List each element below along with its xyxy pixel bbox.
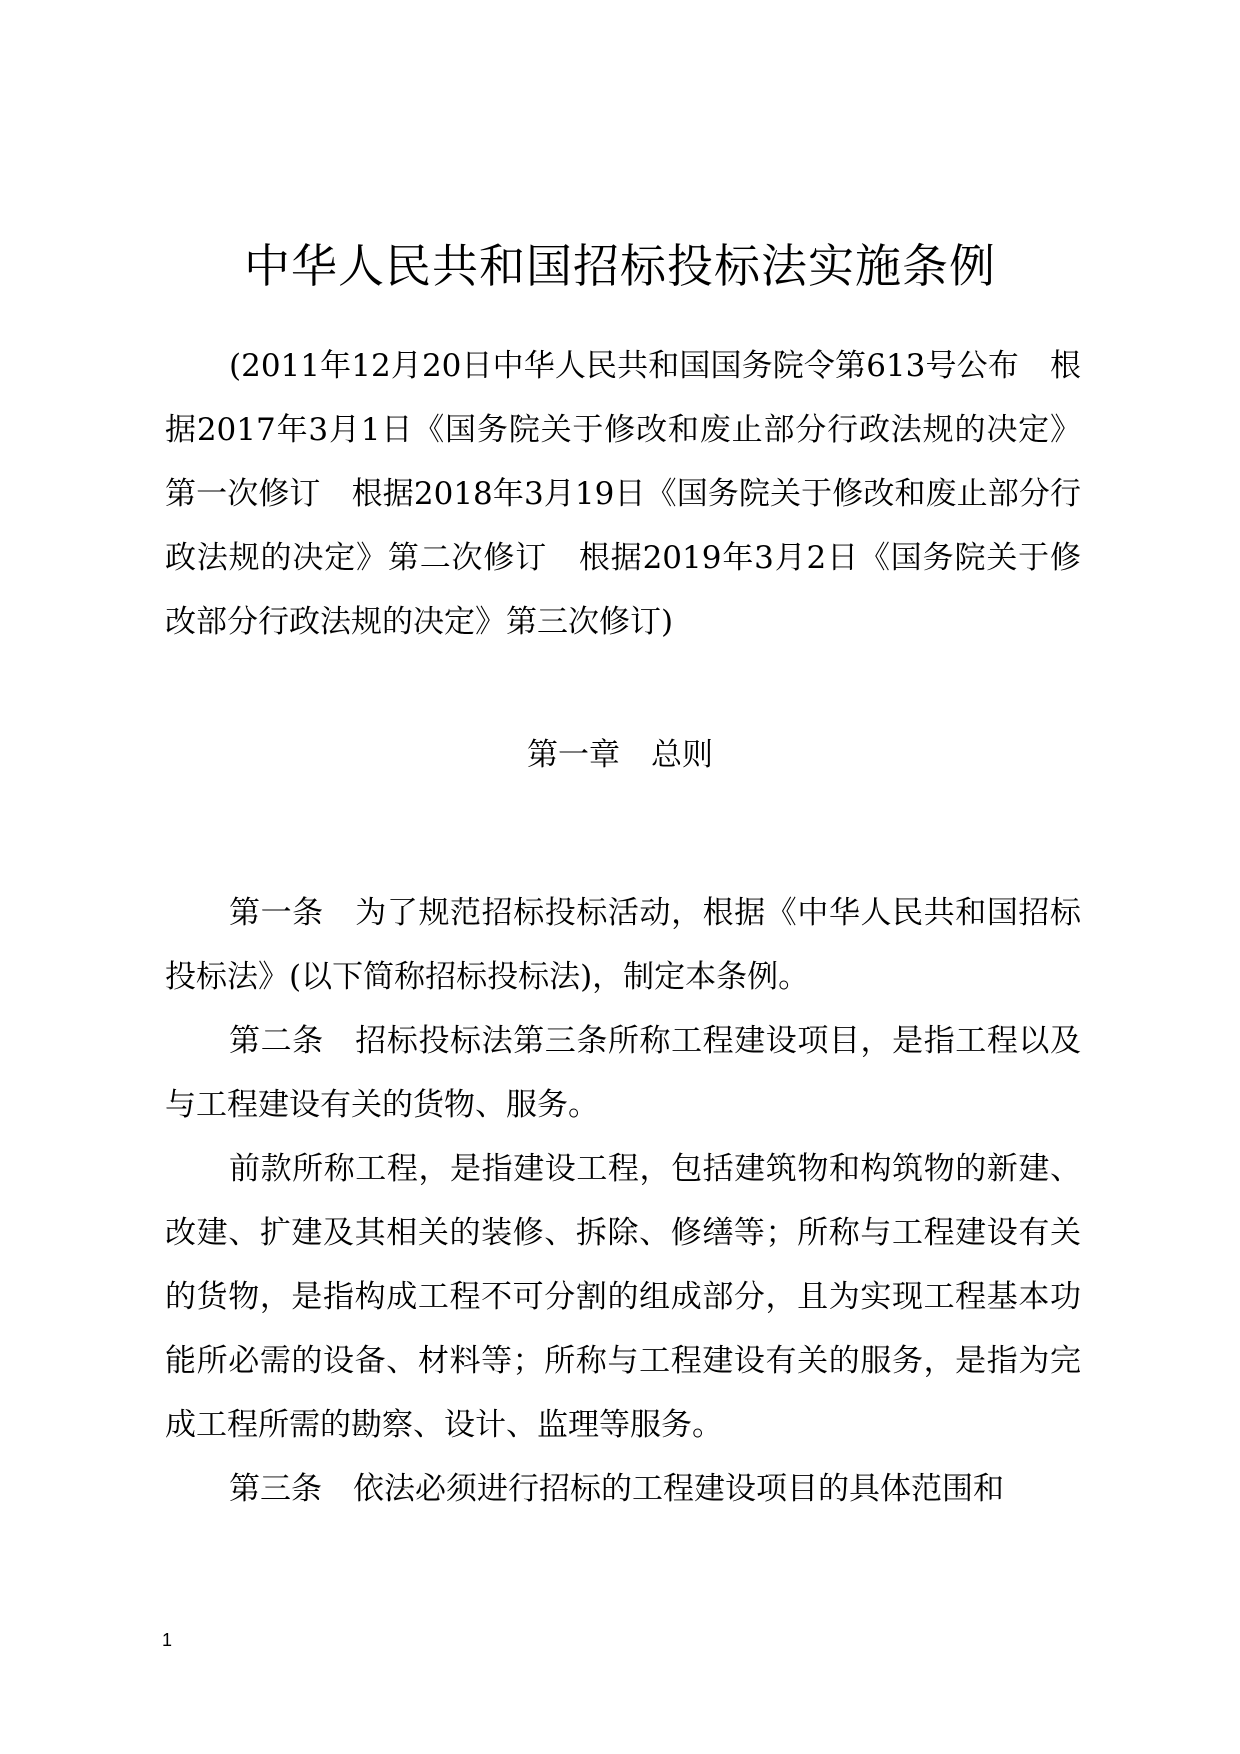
article-body [165,881,1081,1521]
article-3-paragraph: 第三条 依法必须进行招标的工程建设项目的具体范围和 [229,1471,1004,1507]
article-1-paragraph: 第一条 为了规范招标投标活动，根据《中华人民共和国招标投标法》(以下简称招标投标法)，制定本条例。 [165,895,1081,995]
page-number: 1 [162,1630,173,1650]
revision-note: (2011年12月20日中华人民共和国国务院令第613号公布 根据2017年3月1日《国务院关于修改和废止部分行政法规的决定》第一次修订 根据2018年3月19日《国务院关于修改和废止部分行政法规的决定》第二次修订 根据2019年3月2日《国务院关于修改部分行政法规的决定》第三次修订) [165,348,1081,640]
article-2-paragraph: 第二条 招标投标法第三条所称工程建设项目，是指工程以及与工程建设有关的货物、服务。 [165,1023,1081,1123]
chapter-heading: 第一章 总则 [527,737,713,773]
document-title: 中华人民共和国招标投标法实施条例 [244,239,996,293]
article-2-clause-paragraph: 前款所称工程，是指建设工程，包括建筑物和构筑物的新建、改建、扩建及其相关的装修、拆除、修缮等；所称与工程建设有关的货物，是指构成工程不可分割的组成部分，且为实现工程基本功能所必需的设备、材料等；所称与工程建设有关的服务，是指为完成工程所需的勘察、设计、监理等服务。 [165,1151,1081,1443]
